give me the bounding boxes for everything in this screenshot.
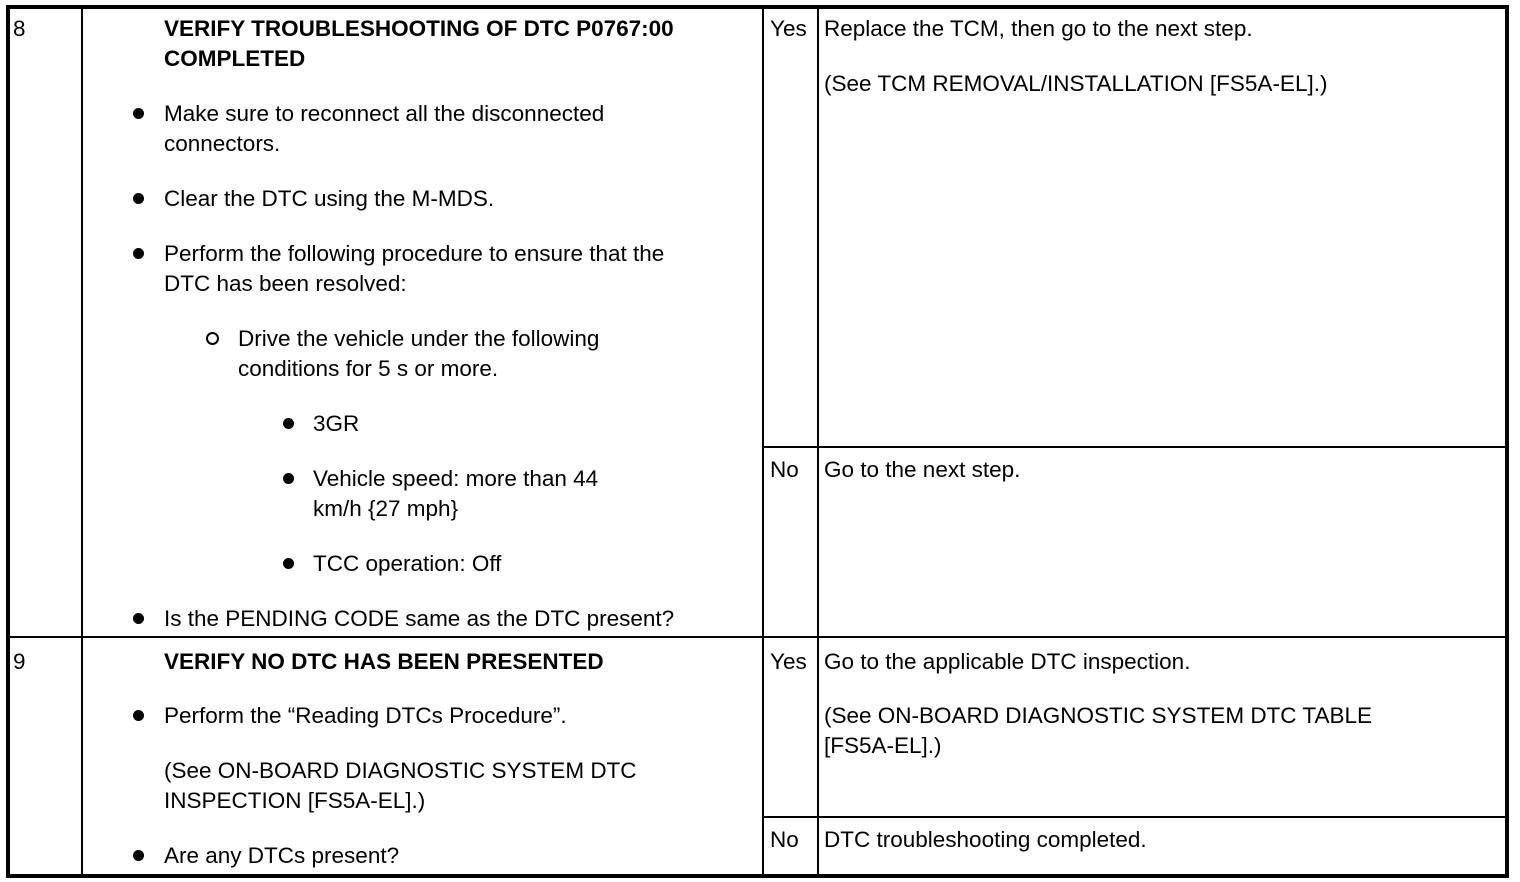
reference-text: INSPECTION [FS5A-EL].) <box>164 788 426 813</box>
hollow-bullet-icon <box>206 332 219 345</box>
step-title-continued: COMPLETED <box>164 46 306 71</box>
question-text: Is the PENDING CODE same as the DTC present? <box>164 606 675 631</box>
no-label: No <box>770 457 799 482</box>
instruction-text: Make sure to reconnect all the disconnected <box>164 101 605 126</box>
bullet-icon <box>133 710 144 721</box>
condition-text: 3GR <box>313 411 360 436</box>
table-border-right <box>1505 5 1509 878</box>
bullet-icon <box>283 473 294 484</box>
bullet-icon <box>133 248 144 259</box>
yes-label: Yes <box>770 649 807 674</box>
table-border-bottom <box>6 874 1509 878</box>
step-number: 9 <box>13 649 26 674</box>
row-divider-step8-yes-no <box>762 446 1507 448</box>
reference-text: (See ON-BOARD DIAGNOSTIC SYSTEM DTC <box>164 758 637 783</box>
row-divider-step9-yes-no <box>762 816 1507 818</box>
bullet-icon <box>133 613 144 624</box>
sub-instruction-text: Drive the vehicle under the following <box>238 326 600 351</box>
instruction-text: DTC has been resolved: <box>164 271 407 296</box>
bullet-icon <box>283 418 294 429</box>
column-divider-inspection <box>762 7 764 876</box>
bullet-icon <box>133 193 144 204</box>
step-number: 8 <box>13 16 26 41</box>
instruction-text: Perform the following procedure to ensure that the <box>164 241 665 266</box>
condition-text: km/h {27 mph} <box>313 496 459 521</box>
instruction-text: connectors. <box>164 131 281 156</box>
condition-text: Vehicle speed: more than 44 <box>313 466 599 491</box>
yes-action-text: Replace the TCM, then go to the next step. <box>824 16 1253 41</box>
bullet-icon <box>133 850 144 861</box>
yes-reference-text: (See ON-BOARD DIAGNOSTIC SYSTEM DTC TABLE <box>824 703 1373 728</box>
condition-text: TCC operation: Off <box>313 551 502 576</box>
step-title: VERIFY NO DTC HAS BEEN PRESENTED <box>164 649 604 674</box>
row-divider-step8-9 <box>8 636 1507 638</box>
column-divider-number <box>81 7 83 876</box>
instruction-text: Clear the DTC using the M-MDS. <box>164 186 495 211</box>
bullet-icon <box>283 558 294 569</box>
yes-label: Yes <box>770 16 807 41</box>
yes-reference-text: (See TCM REMOVAL/INSTALLATION [FS5A-EL].) <box>824 71 1328 96</box>
bullet-icon <box>133 108 144 119</box>
step-title: VERIFY TROUBLESHOOTING OF DTC P0767:00 <box>164 16 674 41</box>
no-action-text: DTC troubleshooting completed. <box>824 827 1147 852</box>
question-text: Are any DTCs present? <box>164 843 400 868</box>
column-divider-result <box>817 7 819 876</box>
table-border-top <box>6 5 1509 9</box>
table-border-left <box>6 5 10 878</box>
instruction-text: Perform the “Reading DTCs Procedure”. <box>164 703 567 728</box>
yes-reference-text: [FS5A-EL].) <box>824 733 942 758</box>
sub-instruction-text: conditions for 5 s or more. <box>238 356 499 381</box>
no-action-text: Go to the next step. <box>824 457 1021 482</box>
no-label: No <box>770 827 799 852</box>
yes-action-text: Go to the applicable DTC inspection. <box>824 649 1191 674</box>
